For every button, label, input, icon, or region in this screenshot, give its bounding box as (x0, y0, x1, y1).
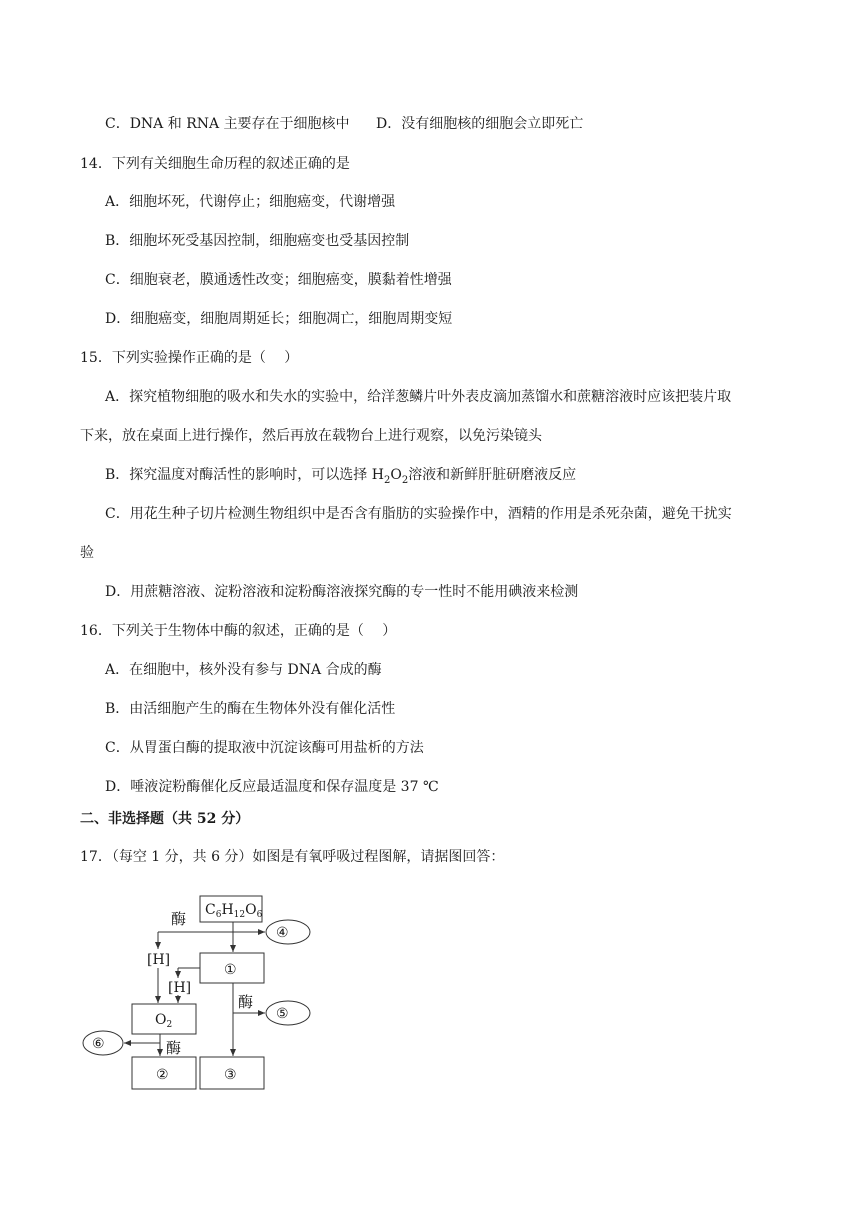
q16-stem: 16．下列关于生物体中酶的叙述，正确的是（ ） (80, 623, 397, 639)
q14-stem: 14．下列有关细胞生命历程的叙述正确的是 (80, 156, 350, 172)
o2-label: $O_2$ (155, 1012, 173, 1030)
box-1-label: ① (224, 962, 237, 978)
q15-stem: 15．下列实验操作正确的是（ ） (80, 350, 299, 366)
ellipse-6-label: ⑥ (92, 1036, 105, 1052)
q15-option-d: D．用蔗糖溶液、淀粉溶液和淀粉酶溶液探究酶的专一性时不能用碘液来检测 (105, 584, 579, 600)
q13-option-c: C．DNA 和 RNA 主要存在于细胞核中 (105, 116, 350, 132)
q16-option-d: D．唾液淀粉酶催化反应最适温度和保存温度是 37 ℃ (105, 779, 439, 795)
ellipse-5-label: ⑤ (276, 1006, 289, 1022)
q14-option-d: D．细胞癌变，细胞周期延长；细胞凋亡，细胞周期变短 (105, 311, 453, 327)
q16-option-c: C．从胃蛋白酶的提取液中沉淀该酶可用盐析的方法 (105, 740, 424, 756)
q14-option-b: B．细胞坏死受基因控制，细胞癌变也受基因控制 (105, 233, 410, 249)
enzyme-label-3: 酶 (166, 1039, 182, 1057)
q15-option-a-line2: 下来，放在桌面上进行操作，然后再放在载物台上进行观察，以免污染镜头 (80, 428, 542, 444)
ellipse-4-label: ④ (276, 925, 289, 941)
section-title: 二、非选择题（共 52 分） (80, 811, 250, 827)
box-2-label: ② (156, 1067, 169, 1083)
q13-option-d: D．没有细胞核的细胞会立即死亡 (376, 116, 584, 132)
q17-stem: 17．（每空 1 分，共 6 分）如图是有氧呼吸过程图解，请据图回答： (80, 849, 505, 865)
hydrogen-label-2: [H] (168, 980, 192, 996)
q14-option-c: C．细胞衰老，膜通透性改变；细胞癌变，膜黏着性增强 (105, 272, 452, 288)
enzyme-label-2: 酶 (238, 993, 254, 1011)
enzyme-label-1: 酶 (171, 910, 187, 928)
q15-option-a-line1: A．探究植物细胞的吸水和失水的实验中，给洋葱鳞片叶外表皮滴加蒸馏水和蔗糖溶液时应该把装片取 (105, 389, 732, 405)
q15-option-c-line1: C．用花生种子切片检测生物组织中是否含有脂肪的实验操作中，酒精的作用是杀死杂菌，避免干扰实 (105, 506, 732, 522)
hydrogen-label-1: [H] (147, 952, 171, 968)
aerobic-respiration-diagram (78, 886, 318, 1096)
glucose-formula: $C_6H_{12}O_6$ (205, 902, 263, 920)
box-3-label: ③ (224, 1067, 237, 1083)
q16-option-a: A．在细胞中，核外没有参与 DNA 合成的酶 (105, 662, 382, 678)
q16-option-b: B．由活细胞产生的酶在生物体外没有催化活性 (105, 701, 396, 717)
q14-option-a: A．细胞坏死，代谢停止；细胞癌变，代谢增强 (105, 194, 396, 210)
q15-option-b: B．探究温度对酶活性的影响时，可以选择 $H_2O_2$溶液和新鲜肝脏研磨液反应 (105, 467, 577, 486)
q15-option-c-line2: 验 (80, 545, 94, 561)
